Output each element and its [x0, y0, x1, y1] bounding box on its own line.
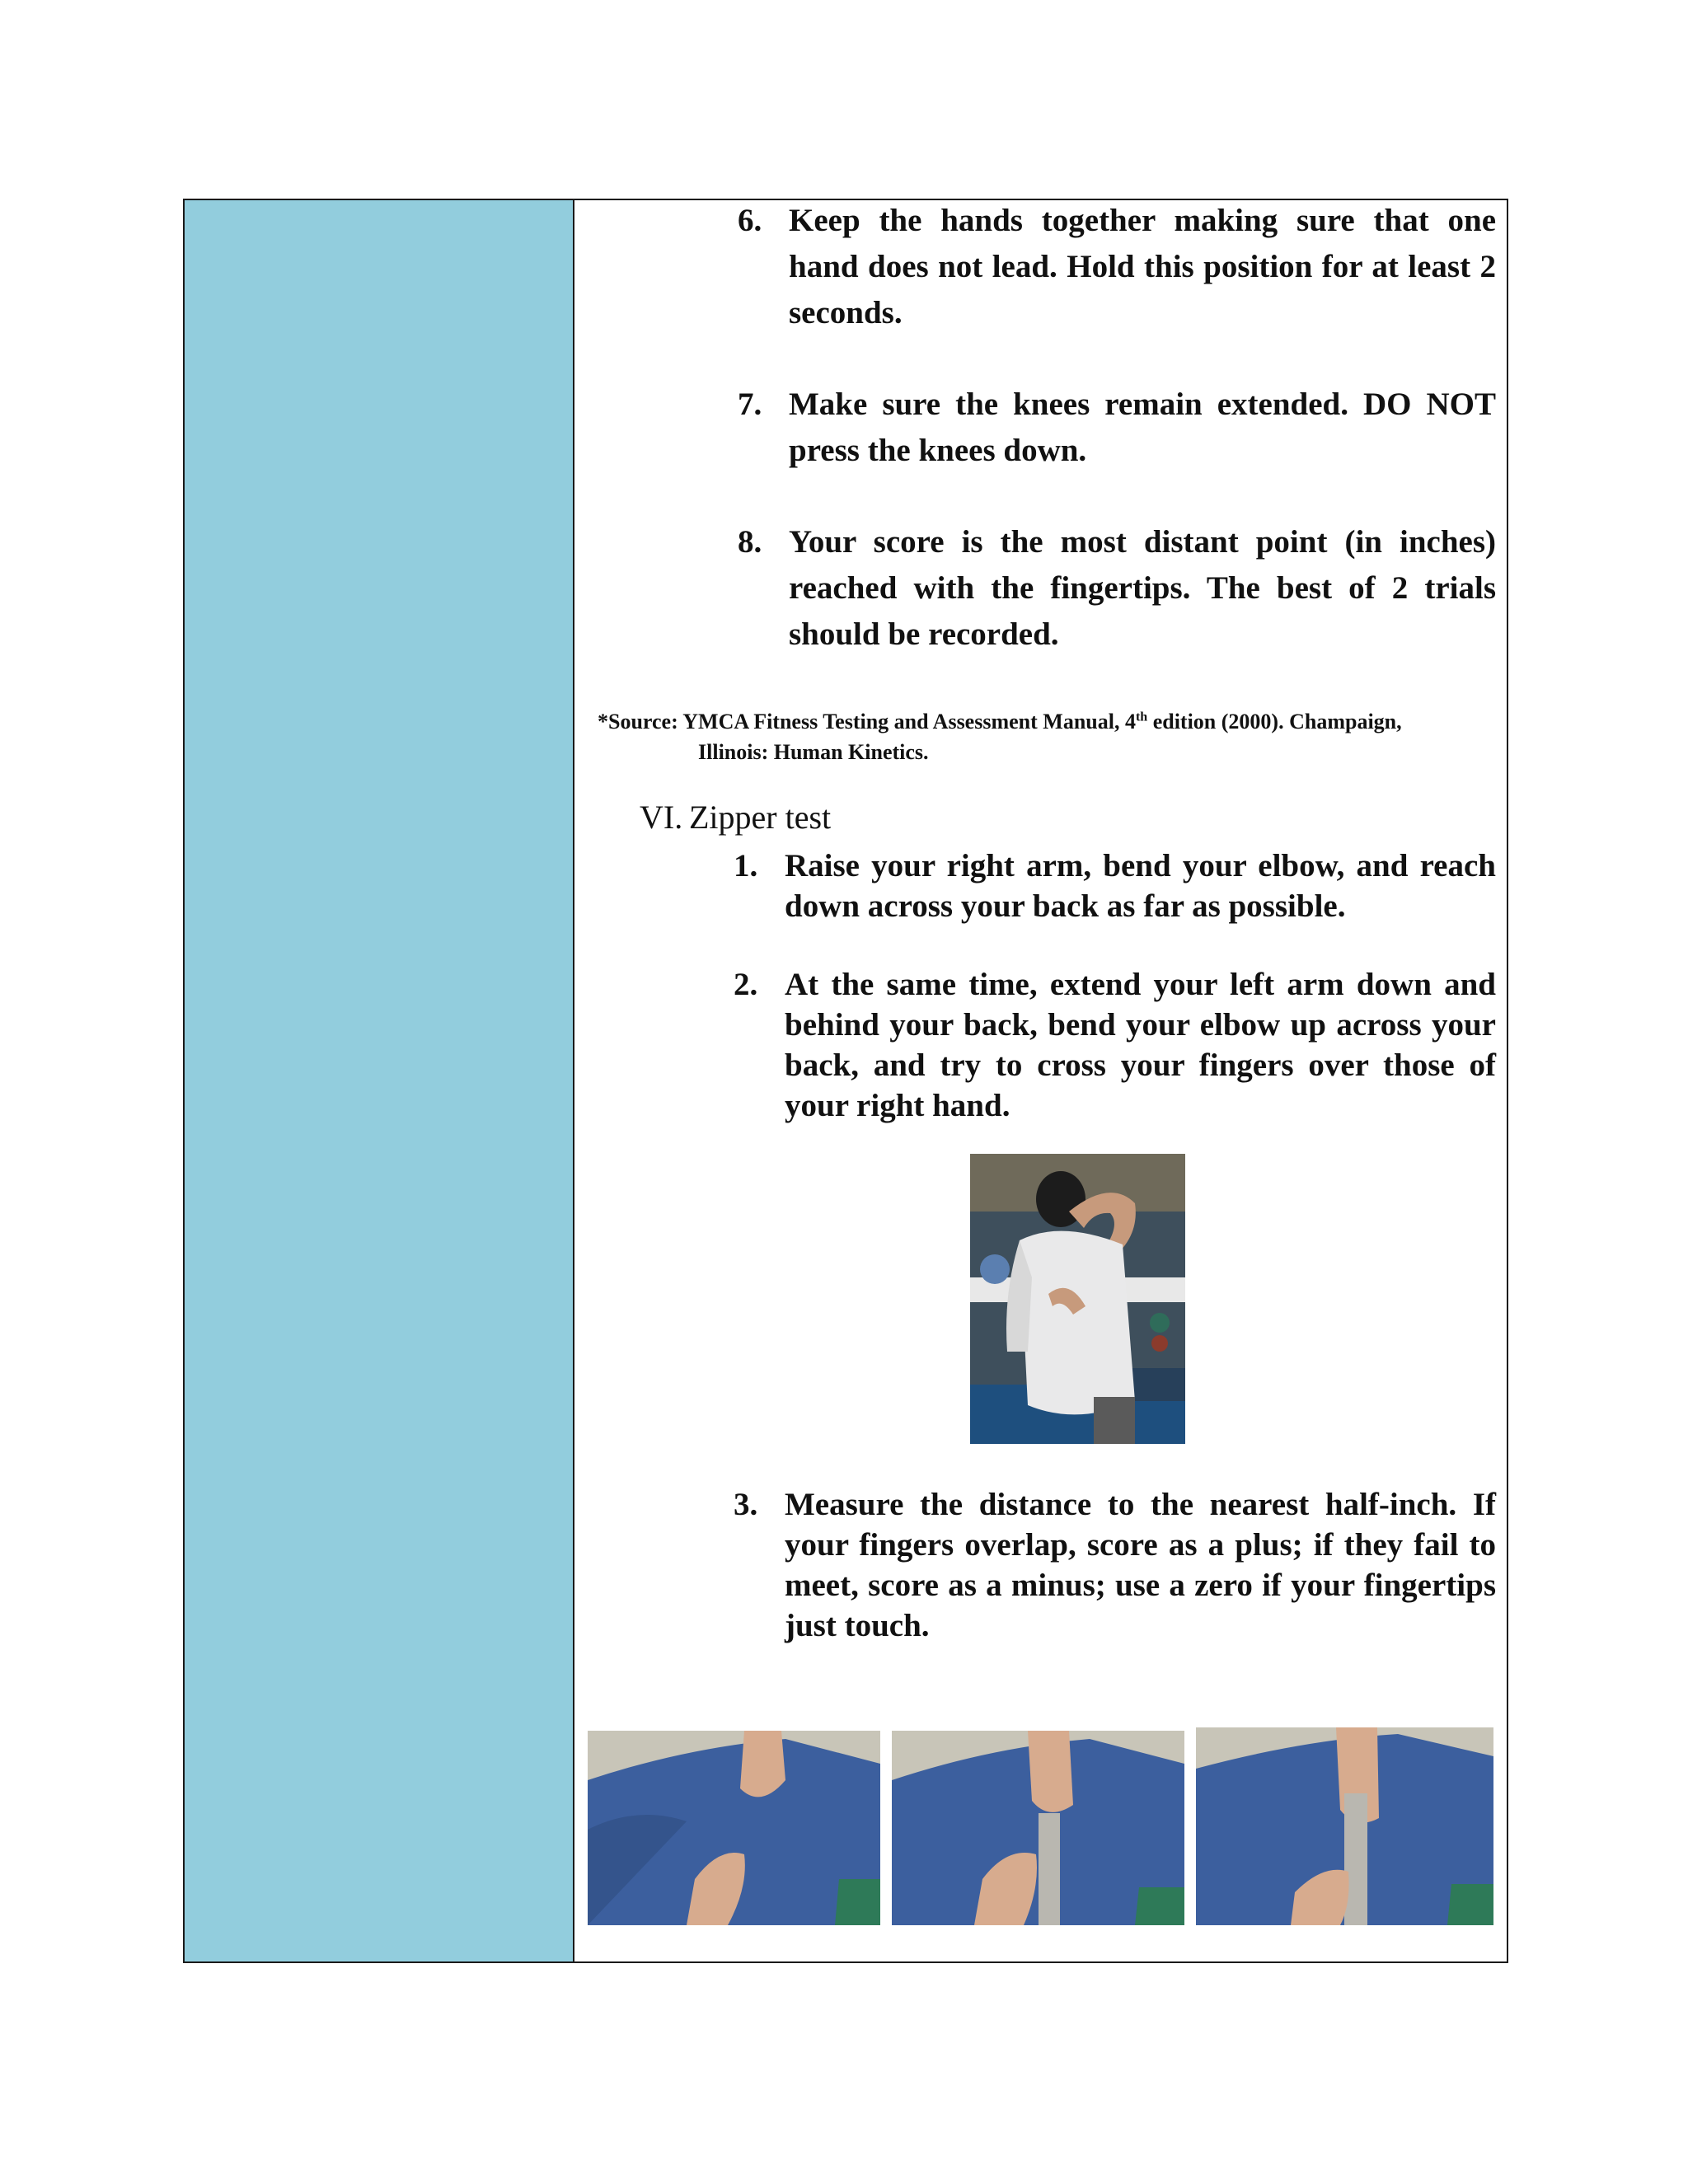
zipper-step-2	[734, 964, 1496, 1126]
zipper-step-3-text: Measure the distance to the nearest half-inch. If your fingers overlap, score as a plus; if they fail to meet, score as a minus; use a zero if your fingertips just touch.	[785, 1487, 1496, 1643]
zipper-step-2-number: 2.	[734, 967, 758, 1002]
step-6-number: 6.	[738, 203, 762, 238]
source-line-1: *Source: YMCA Fitness Testing and Assessment Manual, 4th edition (2000). Champaign,	[598, 710, 1402, 733]
step-7-number: 7.	[738, 387, 762, 422]
section-heading-zipper-test	[640, 796, 831, 839]
fingers-near-ruler-photo	[892, 1731, 1184, 1925]
zipper-step-1-number: 1.	[734, 848, 758, 883]
section-numeral: VI.	[640, 799, 683, 836]
step-8-number: 8.	[738, 524, 762, 560]
step-6-text: Keep the hands together making sure that one hand does not lead. Hold this position for at least 2 seconds.	[789, 203, 1496, 330]
step-7-text: Make sure the knees remain extended. DO NOT press the knees down.	[789, 387, 1496, 468]
step-6	[738, 198, 1496, 336]
zipper-test-full-body-photo	[970, 1154, 1185, 1444]
zipper-step-3-number: 3.	[734, 1487, 758, 1522]
zipper-step-2-text: At the same time, extend your left arm down and behind your back, bend your elbow up across your back, and try to cross your fingers over those of your right hand.	[785, 967, 1496, 1123]
zipper-step-1-text: Raise your right arm, bend your elbow, and reach down across your back as far as possible.	[785, 848, 1496, 924]
step-7	[738, 382, 1496, 474]
fingers-overlap-ruler-photo	[1196, 1727, 1493, 1925]
side-color-panel	[185, 200, 574, 1961]
zipper-step-1	[734, 846, 1496, 926]
source-citation	[598, 706, 1494, 767]
step-8-text: Your score is the most distant point (in inches) reached with the fingertips. The best of 2 trials should be recorded.	[789, 524, 1496, 652]
zipper-step-3	[734, 1484, 1496, 1646]
fingers-apart-photo	[588, 1731, 880, 1925]
step-8	[738, 519, 1496, 658]
source-superscript: th	[1135, 710, 1148, 724]
section-title: Zipper test	[689, 799, 832, 836]
source-line-2: Illinois: Human Kinetics.	[698, 740, 929, 764]
